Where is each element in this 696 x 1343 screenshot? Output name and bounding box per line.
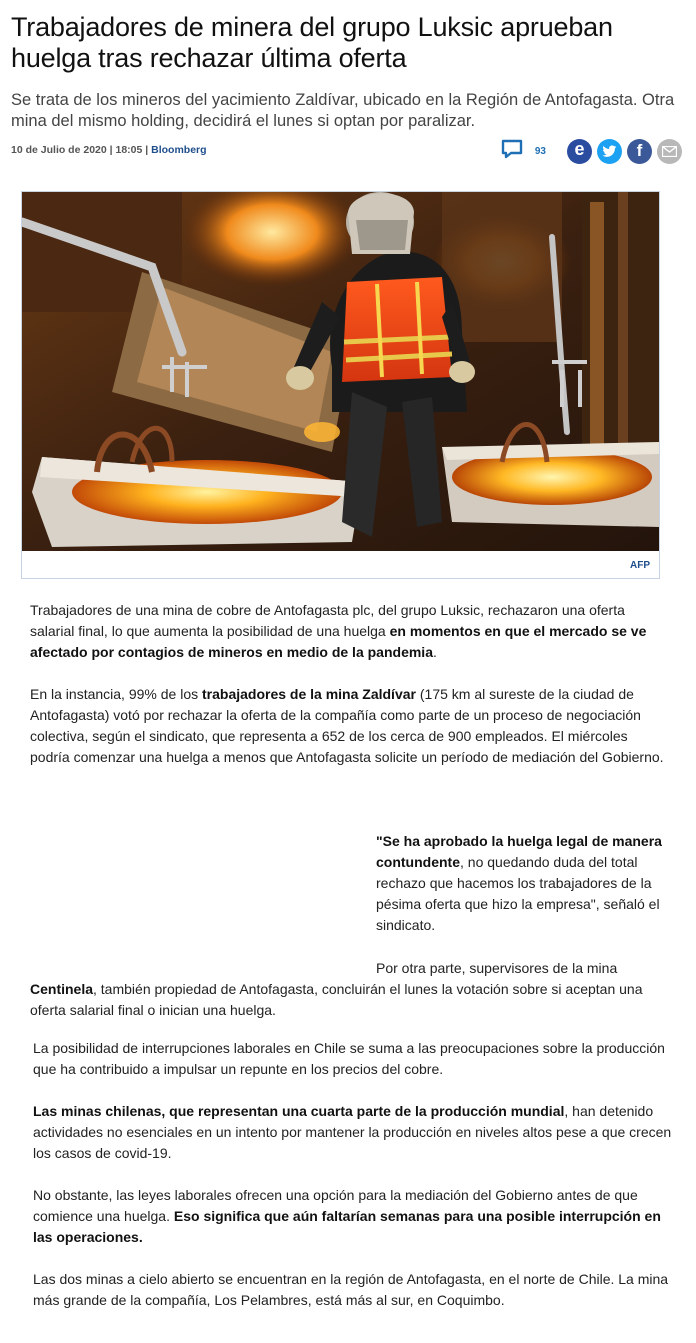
paragraph-3	[30, 979, 670, 1021]
article-photo	[22, 192, 659, 551]
quote-bold: "Se ha aprobado la huelga legal de manera contundente	[376, 833, 662, 870]
email-share-button[interactable]	[657, 139, 682, 164]
article-figure	[21, 191, 660, 579]
paragraph-6-text: No obstante, las leyes laborales ofrecen una opción para la mediación del Gobierno antes de que comience una huelga.	[33, 1187, 638, 1224]
article-date: 10 de Julio de 2020 | 18:05 |	[11, 144, 149, 156]
comment-icon	[501, 139, 523, 164]
paragraph-1-end: .	[432, 644, 437, 660]
copper-smelter-photo	[22, 192, 659, 551]
emol-icon: e	[574, 139, 585, 159]
pull-quote	[376, 831, 666, 936]
paragraph-2-bold: trabajadores de la mina Zaldívar	[202, 686, 416, 702]
photo-credit: AFP	[630, 560, 650, 571]
emol-share-button[interactable]	[567, 139, 592, 164]
facebook-share-button[interactable]	[627, 139, 652, 164]
article-headline: Trabajadores de minera del grupo Luksic aprueban huelga tras rechazar última oferta	[11, 12, 613, 73]
paragraph-5-rest: , han detenido actividades no esenciales en un intento por mantener la producción en niveles altos pese a que crecen los casos de covid-19.	[33, 1103, 672, 1161]
comments-button[interactable]	[501, 139, 552, 164]
paragraph-4: La posibilidad de interrupciones laborales en Chile se suma a las preocupaciones sobre la producción que ha contribuido a impulsar un repunte en los precios del cobre.	[33, 1040, 665, 1077]
paragraph-2-rest: (175 km al sureste de la ciudad de Antofagasta) votó por rechazar la oferta de la compañía como parte de un proceso de negociación colectiva, según el sindicato, que representa a 652 de los cerca de 900 empleados. El miércoles podría comenzar una huelga a menos que Antofagasta solicite un período de mediación del Gobierno.	[30, 686, 664, 765]
paragraph-6	[33, 1185, 671, 1248]
article-lead: Se trata de los mineros del yacimiento Zaldívar, ubicado en la Región de Antofagasta. Otra mina del mismo holding, decidirá el lunes si optan por paralizar.	[11, 91, 675, 130]
quote-rest: , no quedando duda del total rechazo que hacemos los trabajadores de la pésima oferta que hizo la empresa", señaló el sindicato.	[376, 854, 660, 933]
paragraph-1	[30, 600, 670, 663]
paragraph-5-bold: Las minas chilenas, que representan una cuarta parte de la producción mundial	[33, 1103, 565, 1119]
paragraph-1-text: Trabajadores de una mina de cobre de Antofagasta plc, del grupo Luksic, rechazaron una oferta salarial final, lo que aumenta la posibilidad de una huelga	[30, 602, 625, 639]
comment-count: 93	[534, 145, 546, 157]
twitter-icon	[602, 145, 617, 158]
article-meta	[11, 144, 207, 156]
paragraph-7: Las dos minas a cielo abierto se encuentran en la región de Antofagasta, en el norte de Chile. La mina más grande de la compañía, Los Pelambres, está más al sur, en Coquimbo.	[33, 1271, 669, 1308]
paragraph-6-bold: Eso significa que aún faltarían semanas para una posible interrupción en las operaciones.	[33, 1208, 661, 1245]
paragraph-3-rest: , también propiedad de Antofagasta, concluirán el lunes la votación sobre si aceptan una oferta salarial final o inician una huelga.	[30, 981, 643, 1018]
article-source-link[interactable]: Bloomberg	[151, 144, 207, 156]
paragraph-1-bold: en momentos en que el mercado se ve afectado por contagios de mineros en medio de la pandemia	[30, 623, 647, 660]
facebook-icon: f	[636, 141, 643, 160]
paragraph-2	[30, 684, 670, 768]
paragraph-2-text: En la instancia, 99% de los	[30, 686, 202, 702]
twitter-share-button[interactable]	[597, 139, 622, 164]
paragraph-3-start: Por otra parte, supervisores de la mina	[376, 960, 618, 976]
mail-icon	[662, 146, 677, 157]
paragraph-3-bold: Centinela	[30, 981, 94, 997]
social-bar	[501, 137, 682, 165]
paragraph-5	[33, 1101, 675, 1164]
